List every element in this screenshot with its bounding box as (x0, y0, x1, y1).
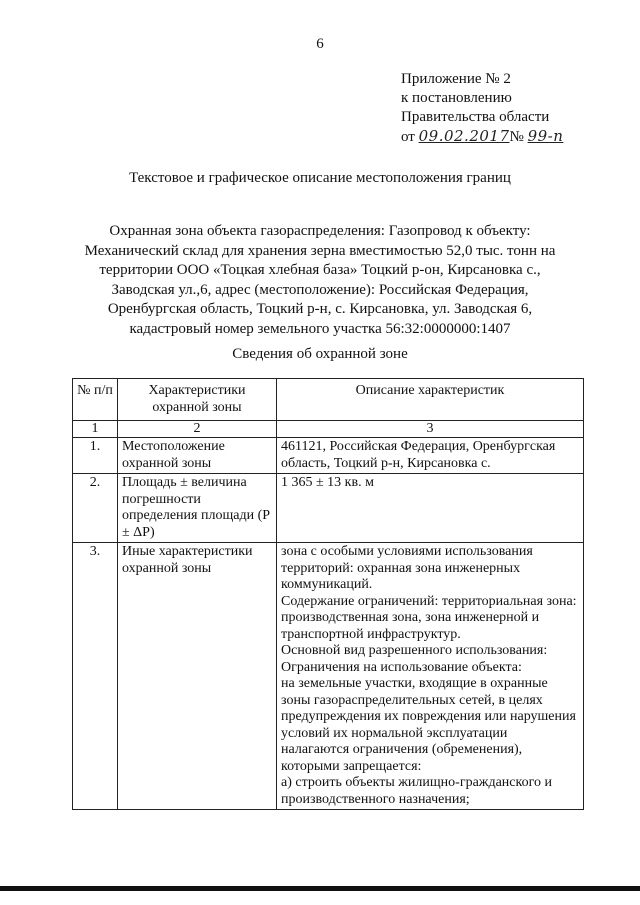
index-cell: 3 (277, 421, 584, 438)
object-description-line: Заводская ул.,6, адрес (местоположение): Российская Федерация, (111, 281, 529, 298)
header-number: № п/п (73, 379, 118, 421)
table-row (73, 438, 584, 474)
row-number: 3. (73, 543, 118, 810)
zone-info-table (72, 378, 584, 810)
index-cell: 1 (73, 421, 118, 438)
header-characteristic: Характеристики охранной зоны (118, 379, 277, 421)
scan-edge-bar (0, 886, 640, 891)
description-line: Содержание ограничений: территориальная зона: производственная зона, зона инженерной и транспортной инфраструктур. (281, 593, 577, 642)
row-characteristic: Площадь ± величина погрешности определения площади (Р ± ΔР) (118, 474, 277, 543)
description-line: а) строить объекты жилищно-гражданского и производственного назначения; (281, 775, 552, 807)
handwritten-number: 99-п (527, 127, 564, 145)
object-description-line: Оренбургская область, Тоцкий р-н, с. Кирсановка, ул. Заводская 6, (107, 301, 533, 317)
annex-authority: Правительства области (401, 109, 550, 125)
row-number: 2. (73, 474, 118, 543)
row-number: 1. (73, 438, 118, 474)
annex-date-line (401, 127, 563, 147)
table-row (73, 474, 584, 543)
description-line: зона с особыми условиями использования территорий: охранная зона инженерных коммуникаций. (281, 544, 533, 592)
annex-resolution: к постановлению (401, 90, 512, 106)
header-description: Описание характеристик (277, 379, 584, 421)
table-header-row (73, 379, 584, 421)
object-description-line: Охранная зона объекта газораспределения: Газопровод к объекту: (109, 223, 531, 239)
date-prefix: от (401, 129, 415, 145)
table-row (73, 543, 584, 810)
handwritten-date: 09.02.2017 (418, 127, 510, 145)
number-sign: № (509, 129, 524, 145)
object-description-line: Механический склад для хранения зерна вместимостью 52,0 тыс. тонн на (84, 242, 556, 259)
index-cell: 2 (118, 421, 277, 438)
object-description-line: территории ООО «Тоцкая хлебная база» Тоцкий р-он, Кирсановка с., (99, 262, 541, 278)
table-index-row (73, 421, 584, 438)
description-line: Основной вид разрешенного использования: (281, 643, 548, 658)
object-description (60, 222, 580, 339)
description-line: на земельные участки, входящие в охранные зоны газораспределительных сетей, в целях предупреждения их повреждения или нарушения условий их нормальной эксплуатации налагаются ограничения (обременения), которыми запрещается: (281, 676, 576, 774)
page-number: 6 (316, 36, 324, 52)
annex-block (401, 70, 563, 147)
row-characteristic: Местоположение охранной зоны (118, 438, 277, 474)
row-description (277, 543, 584, 810)
annex-title: Приложение № 2 (401, 71, 511, 87)
document-title: Текстовое и графическое описание местоположения границ (129, 170, 511, 186)
row-description: 1 365 ± 13 кв. м (277, 474, 584, 543)
zone-info-heading: Сведения об охранной зоне (232, 346, 408, 362)
object-description-line: кадастровый номер земельного участка 56:32:0000000:1407 (129, 320, 511, 337)
description-line: Ограничения на использование объекта: (281, 659, 522, 675)
row-description: 461121, Российская Федерация, Оренбургская область, Тоцкий р-н, Кирсановка с. (277, 438, 584, 474)
row-characteristic: Иные характеристики охранной зоны (118, 543, 277, 810)
